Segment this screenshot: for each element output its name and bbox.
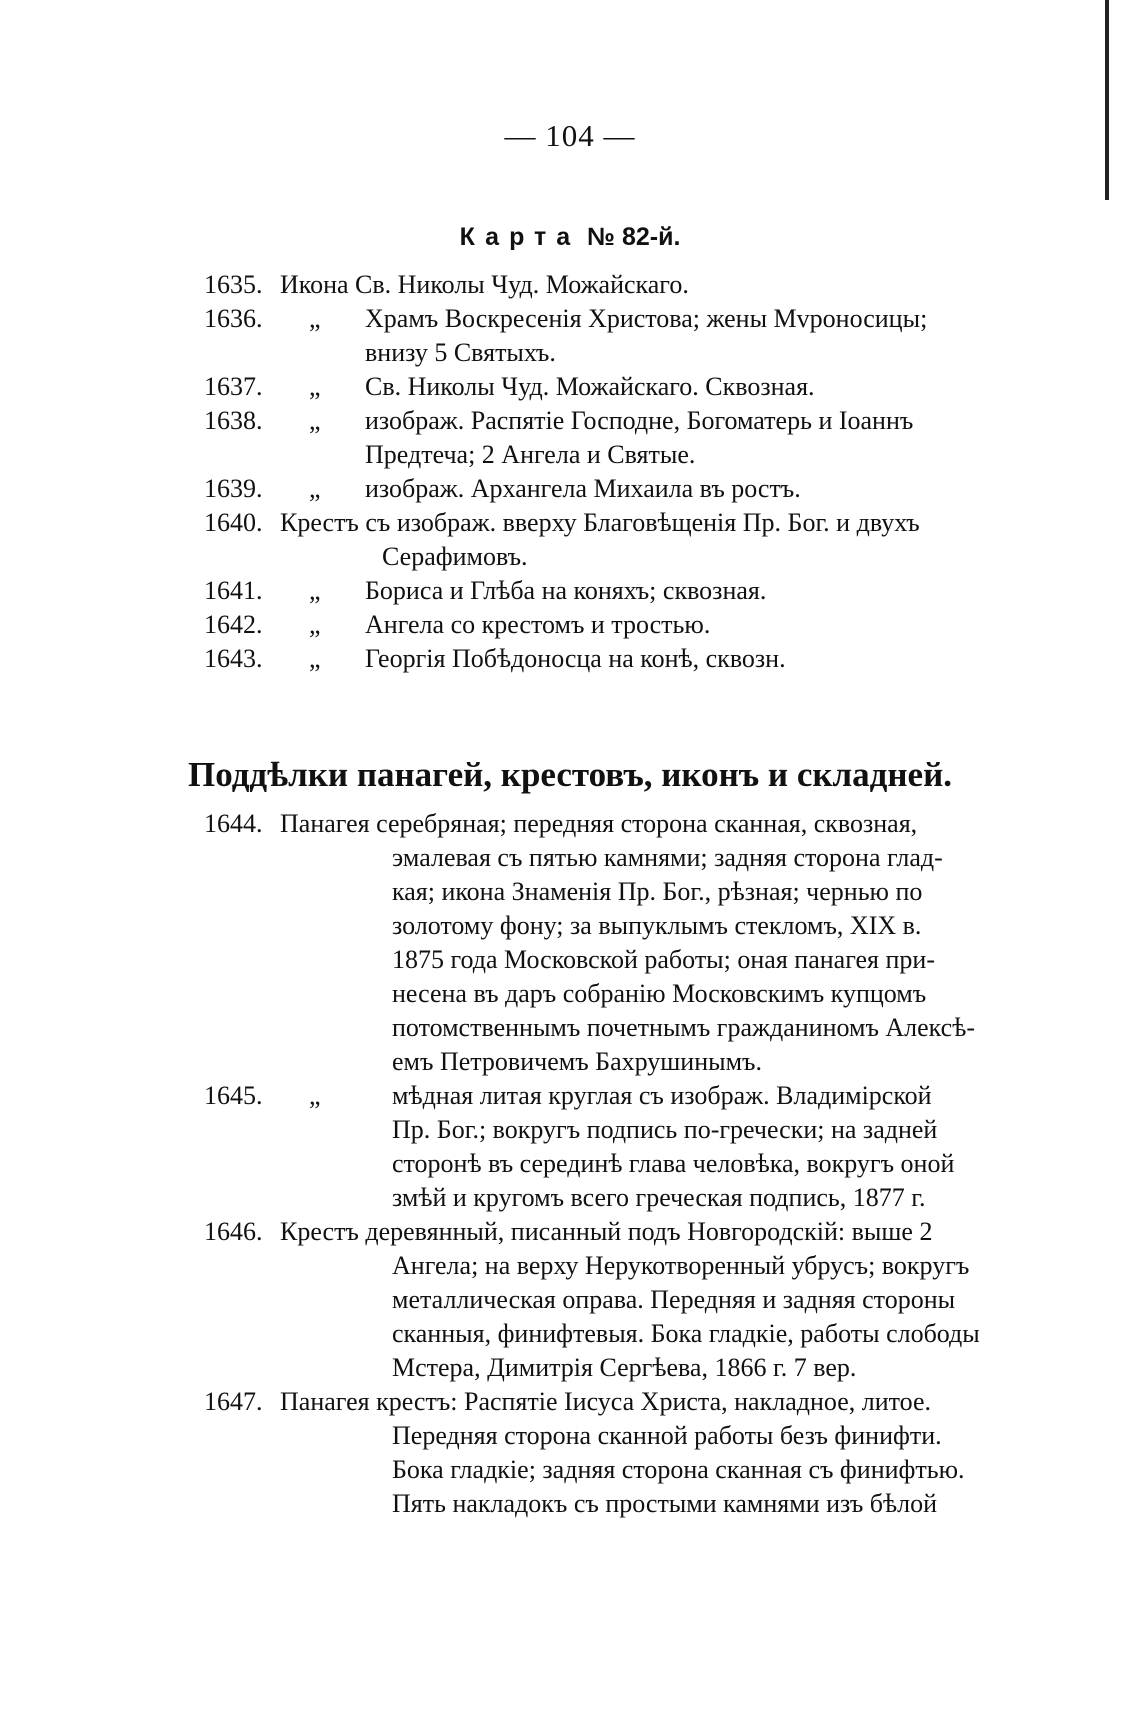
entry-text-line: Пять накладокъ съ простыми камнями изъ бѣлой [392, 1489, 938, 1518]
entry-text-line: Бориса и Глѣба на коняхъ; сквозная. [365, 576, 767, 605]
entry-number: 1645. [204, 1081, 263, 1110]
entry-text-line: изображ. Архангела Михаила въ ростъ. [365, 474, 801, 503]
page-number: — 104 — [504, 118, 636, 153]
ditto-mark: „ [309, 474, 321, 503]
entry-text-line: золотому фону; за выпуклымъ стекломъ, XIX в. [392, 911, 922, 940]
ditto-mark: „ [309, 576, 321, 605]
catalog-entry [0, 1385, 1140, 1521]
catalog-entry [0, 642, 1140, 676]
catalog-entry [0, 370, 1140, 404]
entry-text-line: Георгія Побѣдоносца на конѣ, сквозн. [365, 644, 786, 673]
entry-text-line: изображ. Распятіе Господне, Богоматерь и Іоаннъ [365, 406, 914, 435]
catalog-entry [0, 1079, 1140, 1215]
entry-text-line: несена въ даръ собранію Московскимъ купцомъ [392, 979, 927, 1008]
map-title-number: № 82-й. [587, 223, 681, 251]
catalog-entry [0, 302, 1140, 370]
catalog-section-map-82 [0, 268, 1140, 676]
entry-text-line: металлическая оправа. Передняя и задняя стороны [392, 1285, 956, 1314]
entry-number: 1639. [204, 474, 263, 503]
map-title [0, 223, 1140, 252]
entry-number: 1641. [204, 576, 263, 605]
entry-number: 1646. [204, 1217, 263, 1246]
entry-text-line: Крестъ съ изображ. вверху Благовѣщенія Пр. Бог. и двухъ [280, 508, 920, 537]
entry-text-line: внизу 5 Святыхъ. [365, 338, 556, 367]
ditto-mark: „ [309, 406, 321, 435]
ditto-mark: „ [309, 1081, 321, 1110]
entry-text-line: Передняя сторона сканной работы безъ финифти. [392, 1421, 942, 1450]
entry-text-line: Серафимовъ. [382, 542, 528, 571]
entry-number: 1637. [204, 372, 263, 401]
ditto-mark: „ [309, 644, 321, 673]
entry-text-line: кая; икона Знаменія Пр. Бог., рѣзная; чернью по [392, 877, 923, 906]
entry-text-line: Бока гладкіе; задняя сторона сканная съ финифтью. [392, 1455, 965, 1484]
entry-text-line: Св. Николы Чуд. Можайскаго. Сквозная. [365, 372, 815, 401]
entry-text-line: Панагея крестъ: Распятіе Іисуса Христа, накладное, литое. [280, 1387, 932, 1416]
entry-number: 1638. [204, 406, 263, 435]
entry-text-line: Ангела со крестомъ и тростью. [365, 610, 711, 639]
catalog-section-forgeries [0, 807, 1140, 1521]
entry-number: 1642. [204, 610, 263, 639]
entry-text-line: сканныя, финифтевыя. Бока гладкіе, работы слободы [392, 1319, 980, 1348]
catalog-entry [0, 268, 1140, 302]
entry-text-line: емъ Петровичемъ Бахрушинымъ. [392, 1047, 762, 1076]
map-title-label: Карта [459, 223, 581, 251]
catalog-entry [0, 574, 1140, 608]
entry-text-line: эмалевая съ пятью камнями; задняя сторона глад- [392, 843, 943, 872]
catalog-entry [0, 1215, 1140, 1385]
entry-text-line: 1875 года Московской работы; оная панагея при- [392, 945, 936, 974]
ditto-mark: „ [309, 372, 321, 401]
entry-text-line: мѣдная литая круглая съ изображ. Владимірской [392, 1081, 932, 1110]
ditto-mark: „ [309, 610, 321, 639]
entry-text-line: Предтеча; 2 Ангела и Святые. [365, 440, 696, 469]
entry-text-line: Панагея серебряная; передняя сторона сканная, сквозная, [280, 809, 918, 838]
entry-text-line: Икона Св. Николы Чуд. Можайскаго. [280, 270, 689, 299]
entry-text-line: змѣй и кругомъ всего греческая подпись, 1877 г. [392, 1183, 926, 1212]
entry-number: 1644. [204, 809, 263, 838]
entry-text-line: сторонѣ въ серединѣ глава человѣка, вокругъ оной [392, 1149, 955, 1178]
entry-text-line: Ангела; на верху Нерукотворенный убрусъ; вокругъ [392, 1251, 970, 1280]
ditto-mark: „ [309, 304, 321, 333]
catalog-entry [0, 472, 1140, 506]
catalog-entry [0, 506, 1140, 574]
scan-edge-mark [1105, 0, 1109, 200]
catalog-entry [0, 608, 1140, 642]
entry-number: 1635. [204, 270, 263, 299]
entry-number: 1643. [204, 644, 263, 673]
entry-number: 1636. [204, 304, 263, 333]
section-heading: Поддѣлки панагей, крестовъ, иконъ и складней. [187, 755, 952, 794]
entry-number: 1640. [204, 508, 263, 537]
entry-number: 1647. [204, 1387, 263, 1416]
entry-text-line: Крестъ деревянный, писанный подъ Новгородскій: выше 2 [280, 1217, 933, 1246]
catalog-entry [0, 404, 1140, 472]
entry-text-line: Храмъ Воскресенія Христова; жены Мvроносицы; [365, 304, 928, 333]
entry-text-line: Пр. Бог.; вокругъ подпись по-гречески; на задней [392, 1115, 938, 1144]
entry-text-line: потомственнымъ почетнымъ гражданиномъ Алексѣ- [392, 1013, 975, 1042]
entry-text-line: Мстера, Димитрія Сергѣева, 1866 г. 7 вер. [392, 1353, 857, 1382]
catalog-entry [0, 807, 1140, 1079]
